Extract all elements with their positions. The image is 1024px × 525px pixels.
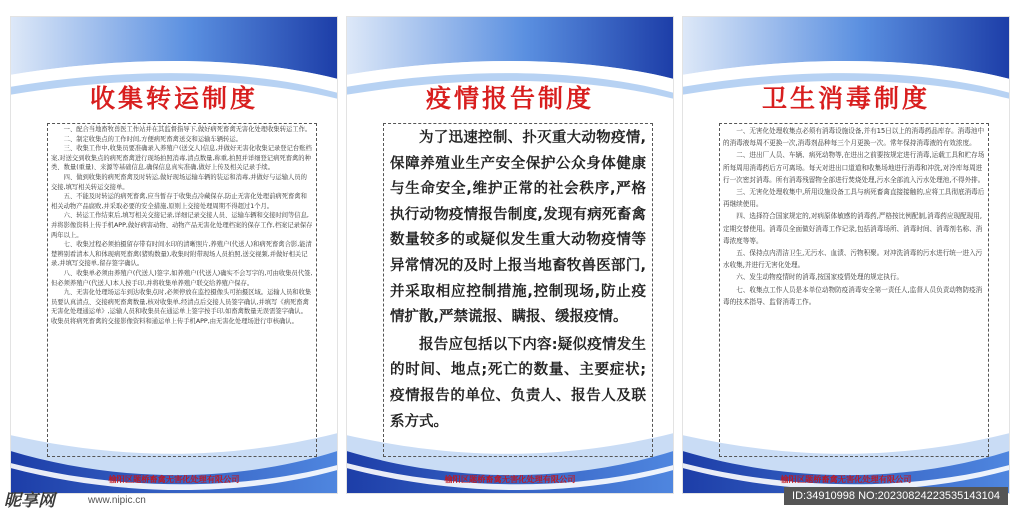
paragraph: 为了迅速控制、扑灭重大动物疫情,保障养殖业生产安全保护公众身体健康与生命安全,维护正常的社会秩序,严格执行动物疫情报告制度,发现有病死畜禽数量较多的或疑似发生重大动物疫情等异常情况的及时上报当地畜牧兽医部门,并采取相应控制措施,控制现场,防止疫情扩散,严禁谎报、瞒报、缓报疫情。: [390, 130, 646, 326]
paragraph: 一、无害化处理收集点必须有消毒设施设备,并有15日以上的消毒药品库存。消毒池中的消毒液每周不更换一次,消毒剂品种每三个月更换一次。常年保持消毒液的有效浓度。: [723, 127, 985, 148]
company-footer: 榆阳区题桥畜禽无害化处理有限公司: [108, 474, 240, 484]
poster-panel-disinfection: [682, 16, 1010, 494]
site-logo: 昵享网: [4, 491, 55, 511]
paragraph: 九、无害化处理场运车到达收集点时,必须停放在监控摄像头可拍摄区域。运输人员和收集员要认真清点、交接病死畜禽数量,核对收集单,经清点后交接人员签字确认,并填写《病死畜禽无害化处理通运单》,运输人员和收集员在通运单上签字按手印,如畜禽数量无误需签字确认。收集员将病死畜禽的交接影像资料和通运单上传手机APP,由无害化处理场进行审核确认。: [51, 289, 312, 325]
paragraph: 八、收集单必须由养殖户(代送人)签字,如养殖户(代送人)确实不会写字的,可由收集员代签,但必须养殖户(代送人)本人按手印,并将收集单养殖户联交给养殖户保存。: [51, 269, 313, 287]
paragraph: 二、制定收集点的工作时间,方便病死畜禽送交和运输车辆转运。: [63, 135, 242, 143]
paragraph: 五、不能及时转运的病死畜禽,应当暂存于收集点冷藏保存,防止无害化处理前病死畜禽和相关动物产品腐败,并采取必要的安全措施,原则上交接处理周期不得超过1个月。: [51, 193, 307, 210]
paragraph: 七、收集点工作人员是本单位动物防疫消毒安全第一责任人,监督人员负责动物防疫消毒的技术指导、监督消毒工作。: [723, 285, 983, 306]
paragraph: 七、收集过程必须拍摄留存带有时间水印的清晰照片,养殖户(代送人)和病死畜禽合影,能清楚辨别看清本人和体现病死畜禽(猪购数量),收集时附带现场人员拍照,送交视频,并做好相关记录,并填写交接单,留存签字确认。: [51, 241, 312, 268]
panel-body-text: [383, 123, 653, 457]
site-url: www.nipic.cn: [88, 495, 146, 506]
panel-title: 卫生消毒制度: [761, 84, 930, 113]
company-footer: 榆阳区题桥畜禽无害化处理有限公司: [444, 474, 576, 484]
company-footer: 榆阳区题桥畜禽无害化处理有限公司: [780, 474, 912, 484]
paragraph: 三、收集工作中,收集员要准确录入养殖户(送交人)信息,并做好无害化收集记录登记台账档案,对送交到收集点的病死畜禽进行现场拍照消毒,清点数量,称重,拍照并详细登记病死畜禽的种类、数量(重量)、来源等基础信息,确保信息真实准确,做好上传及相关记录手续。: [51, 145, 312, 172]
panel-title: 收集转运制度: [89, 84, 258, 113]
paragraph: 六、转运工作结束后,填写相关交接记录,详细记录交接人员、运输车辆和交接时间等信息,并将影像资料上传手机APP,做好病害动物、动物产品无害化处理档案的保存工作,档案记录保存两年以上。: [51, 212, 313, 239]
paragraph: 报告应包括以下内容:疑似疫情发生的时间、地点;死亡的数量、主要症状;疫情报告的单位、负责人、报告人及联系方式。: [390, 336, 646, 430]
paragraph: 三、无害化处理收集中,所用设施设备工具与病死畜禽直接接触的,应将工具彻底消毒后再继续使用。: [723, 188, 985, 209]
image-id-watermark: ID:34910998 NO:20230824223535143104: [784, 487, 1008, 505]
paragraph: 六、发生动物疫情时的消毒,按国家疫情处理的规定执行。: [736, 273, 904, 282]
poster-panel-epidemic-report: [346, 16, 674, 494]
poster-panel-collection: [10, 16, 338, 494]
paragraph: 四、做到收集的病死畜禽及时转运,做好现场运输车辆的装运和消毒,并做好与运输人员的交接,填写相关转运交接单。: [51, 173, 307, 191]
panel-body-text: [719, 123, 989, 457]
panel-title: 疫情报告制度: [425, 84, 594, 113]
paragraph: 四、选择符合国家规定的,对病原体敏感的消毒药,严格按比例配制,消毒药应现配现用,定期交替使用。消毒员全面做好消毒工作记录,包括消毒场所、消毒时间、消毒剂名称、消毒浓度等等。: [723, 212, 983, 245]
paragraph: 二、进出厂人员、车辆、病死动物等,在进出之前要按规定进行消毒,运载工具和贮存场所每周用消毒药后方可离场。每天对进出口道道和收集场地进行消毒和冲洗,对冷库每周进行一次密封消毒。所有消毒残留物全部进行焚烧处理,污水全部流入污水处理池,不得外排。: [723, 151, 985, 184]
paragraph: 五、保持点内清洁卫生,无污水、血渍、污物积聚。对冲洗消毒的污水进行统一进入污水收集,并进行无害化处理。: [723, 249, 983, 270]
paragraph: 一、配合当地畜牧兽医工作站并在其监督指导下,做好病死畜禽无害化处理收集转运工作。: [63, 126, 312, 133]
panel-body-text: [47, 123, 317, 457]
